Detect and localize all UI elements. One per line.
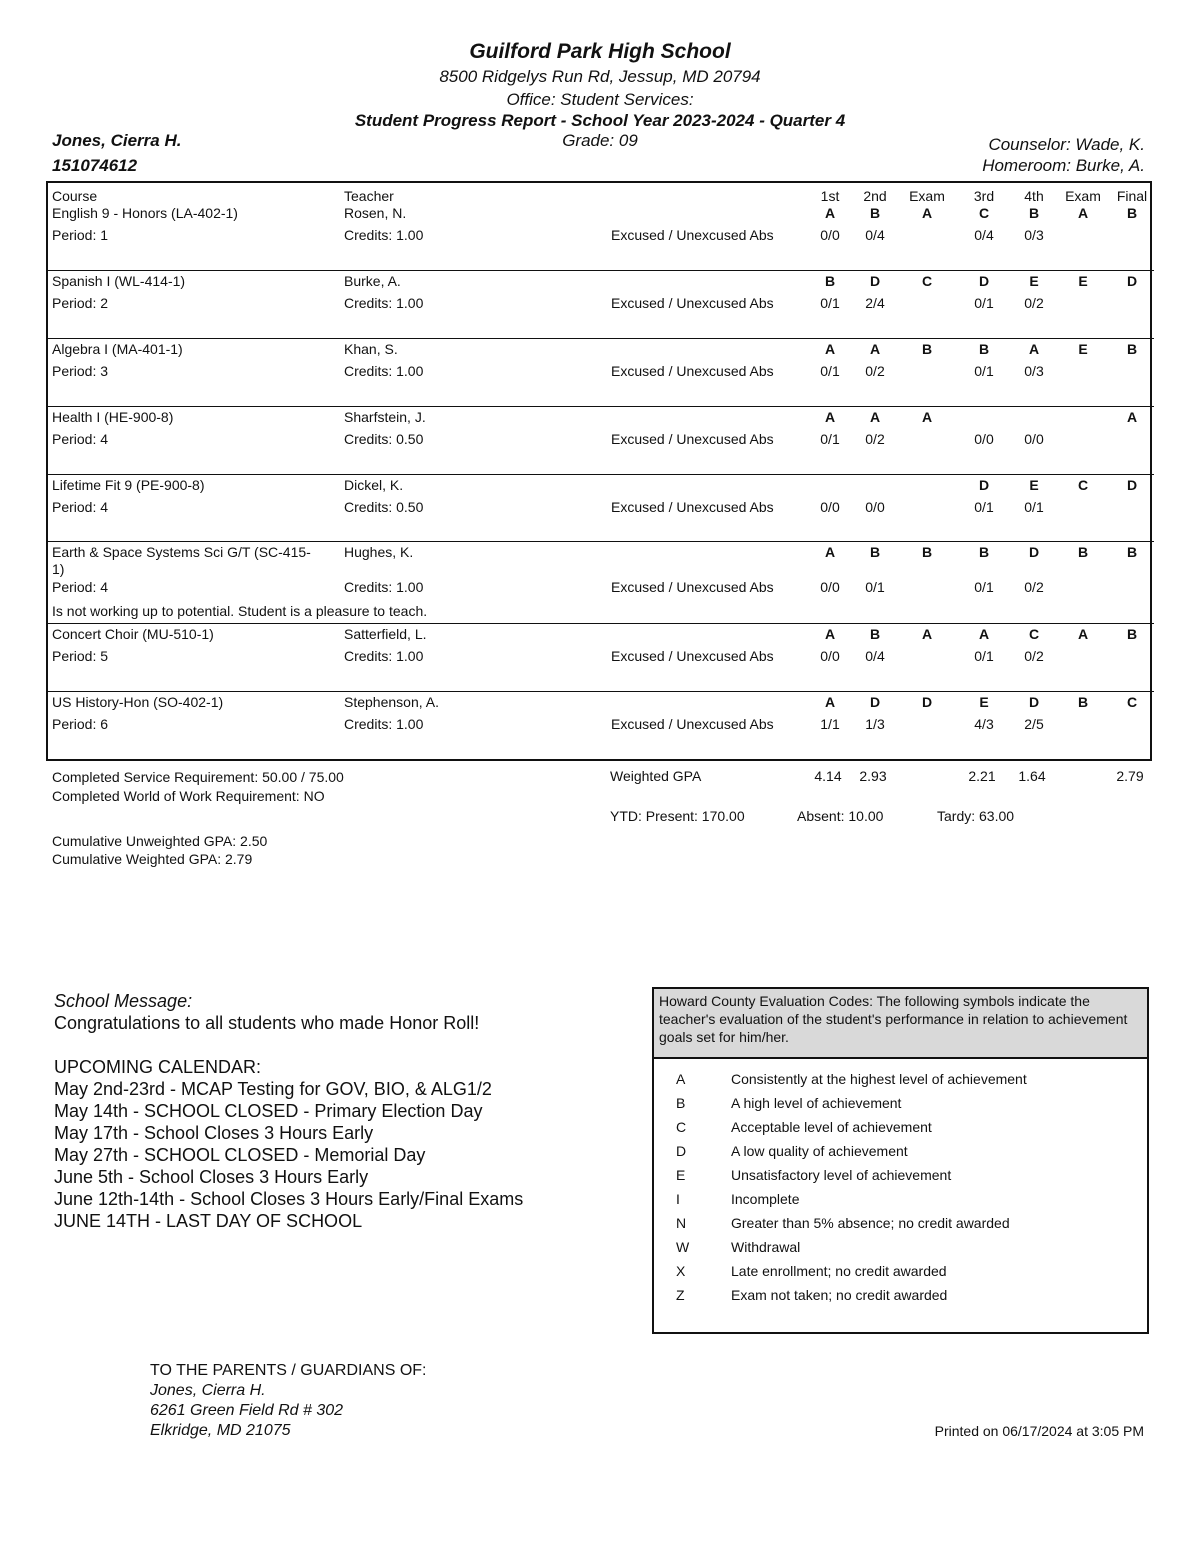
course-teacher: Stephenson, A. <box>344 694 439 710</box>
cumulative-unweighted-gpa: Cumulative Unweighted GPA: 2.50 <box>52 833 268 849</box>
absence-label: Excused / Unexcused Abs <box>611 716 774 732</box>
mailing-address <box>150 1361 426 1441</box>
grade-cell: B <box>1126 341 1138 357</box>
absence-cell: 0/1 <box>974 295 994 311</box>
header-q2: 2nd <box>863 188 887 204</box>
code-letter: N <box>676 1215 687 1231</box>
absence-cell: 0/0 <box>865 499 885 515</box>
mailing-name: Jones, Cierra H. <box>150 1382 266 1399</box>
weighted-gpa-q2: 2.93 <box>859 768 887 784</box>
row-divider <box>48 474 1154 475</box>
course-name: US History-Hon (SO-402-1) <box>52 694 224 710</box>
code-letter: I <box>676 1191 680 1207</box>
grade-cell: B <box>869 544 881 560</box>
code-description: Greater than 5% absence; no credit awarded <box>731 1215 1010 1231</box>
grade-cell: B <box>1028 205 1040 221</box>
absence-cell: 0/3 <box>1024 363 1044 379</box>
ytd-absent: Absent: 10.00 <box>797 808 884 824</box>
absence-label: Excused / Unexcused Abs <box>611 579 774 595</box>
grade-cell: A <box>1077 205 1089 221</box>
header-final: Final <box>1116 188 1148 204</box>
grade-cell: A <box>869 341 881 357</box>
header-q3: 3rd <box>973 188 995 204</box>
absence-cell: 1/1 <box>820 716 840 732</box>
absence-cell: 0/2 <box>1024 579 1044 595</box>
grade-cell: A <box>921 205 933 221</box>
absence-cell: 0/4 <box>865 648 885 664</box>
school-message-line: Congratulations to all students who made Honor Roll! <box>54 1013 480 1033</box>
grade-cell: D <box>869 694 881 710</box>
grade-cell: A <box>824 341 836 357</box>
ytd-present: YTD: Present: 170.00 <box>610 808 745 824</box>
absence-label: Excused / Unexcused Abs <box>611 363 774 379</box>
absence-cell: 0/0 <box>820 648 840 664</box>
course-credits: Credits: 0.50 <box>344 431 424 447</box>
absence-cell: 2/4 <box>865 295 885 311</box>
grade-cell: A <box>824 409 836 425</box>
mailing-to-line: TO THE PARENTS / GUARDIANS OF: <box>150 1362 427 1379</box>
course-credits: Credits: 1.00 <box>344 716 424 732</box>
ytd-tardy: Tardy: 63.00 <box>937 808 1015 824</box>
absence-cell: 0/0 <box>820 227 840 243</box>
course-teacher: Satterfield, L. <box>344 626 427 642</box>
course-teacher: Burke, A. <box>344 273 401 289</box>
grade-cell: E <box>1078 341 1088 357</box>
row-divider <box>48 270 1154 271</box>
school-message-label: School Message: <box>54 991 193 1011</box>
weighted-gpa-q4: 1.64 <box>1018 768 1046 784</box>
grade-cell: B <box>1077 544 1089 560</box>
grade-cell: C <box>1077 477 1089 493</box>
course-credits: Credits: 0.50 <box>344 499 424 515</box>
grade-cell: B <box>1126 626 1138 642</box>
student-name: Jones, Cierra H. <box>52 131 182 150</box>
grade-cell: A <box>921 409 933 425</box>
grade-cell: B <box>921 341 933 357</box>
code-description: Consistently at the highest level of achievement <box>731 1071 1027 1087</box>
absence-cell: 0/0 <box>820 499 840 515</box>
grade-cell: E <box>979 694 989 710</box>
absence-cell: 0/0 <box>820 579 840 595</box>
school-address: 8500 Ridgelys Run Rd, Jessup, MD 20794 <box>439 67 761 86</box>
absence-label: Excused / Unexcused Abs <box>611 227 774 243</box>
mailing-street: 6261 Green Field Rd # 302 <box>150 1402 344 1419</box>
absence-cell: 0/1 <box>865 579 885 595</box>
header-q4: 4th <box>1024 188 1044 204</box>
absence-cell: 0/1 <box>820 363 840 379</box>
absence-cell: 1/3 <box>865 716 885 732</box>
code-letter: B <box>676 1095 686 1111</box>
student-id: 151074612 <box>52 156 138 175</box>
school-message-line: June 12th-14th - School Closes 3 Hours Early/Final Exams <box>54 1189 524 1209</box>
absence-cell: 0/3 <box>1024 227 1044 243</box>
code-description: Exam not taken; no credit awarded <box>731 1287 948 1303</box>
grade-cell: B <box>869 205 881 221</box>
grade-cell: A <box>1126 409 1138 425</box>
course-period: Period: 4 <box>52 579 109 595</box>
mailing-city: Elkridge, MD 21075 <box>150 1422 291 1439</box>
grade-cell: B <box>1077 694 1089 710</box>
absence-cell: 0/0 <box>974 431 994 447</box>
course-period: Period: 6 <box>52 716 109 732</box>
grade-cell: E <box>1078 273 1088 289</box>
grade-cell: A <box>978 626 990 642</box>
course-teacher: Khan, S. <box>344 341 398 357</box>
course-credits: Credits: 1.00 <box>344 579 424 595</box>
grade-cell: B <box>824 273 836 289</box>
grade-cell: B <box>921 544 933 560</box>
course-teacher: Dickel, K. <box>344 477 404 493</box>
grade-cell: B <box>978 544 990 560</box>
absence-cell: 0/1 <box>1024 499 1044 515</box>
school-message-line: May 2nd-23rd - MCAP Testing for GOV, BIO, & ALG1/2 <box>54 1079 492 1099</box>
grade-cell: C <box>978 205 990 221</box>
absence-cell: 0/1 <box>974 363 994 379</box>
absence-label: Excused / Unexcused Abs <box>611 295 774 311</box>
evaluation-codes-heading: Howard County Evaluation Codes: The following symbols indicate the teacher's evaluation of the student's performance in relation to achievement goals set for him/her. <box>654 989 1147 1059</box>
course-credits: Credits: 1.00 <box>344 295 424 311</box>
absence-cell: 0/4 <box>865 227 885 243</box>
evaluation-codes-box <box>652 987 1149 1334</box>
course-name: Health I (HE-900-8) <box>52 409 174 425</box>
code-letter: W <box>676 1239 690 1255</box>
school-message-line: May 17th - School Closes 3 Hours Early <box>54 1123 374 1143</box>
course-credits: Credits: 1.00 <box>344 648 424 664</box>
grade-cell: A <box>1077 626 1089 642</box>
grade-cell: C <box>1028 626 1040 642</box>
weighted-gpa-final: 2.79 <box>1116 768 1144 784</box>
grade-cell: D <box>978 273 990 289</box>
code-letter: Z <box>676 1287 685 1303</box>
course-teacher: Sharfstein, J. <box>344 409 426 425</box>
absence-cell: 0/4 <box>974 227 994 243</box>
absence-cell: 0/2 <box>865 431 885 447</box>
teacher-comment: Is not working up to potential. Student is a pleasure to teach. <box>52 603 428 619</box>
grade-cell: A <box>921 626 933 642</box>
code-description: A high level of achievement <box>731 1095 902 1111</box>
course-period: Period: 1 <box>52 227 109 243</box>
grade-cell: A <box>824 205 836 221</box>
absence-label: Excused / Unexcused Abs <box>611 499 774 515</box>
absence-label: Excused / Unexcused Abs <box>611 648 774 664</box>
absence-cell: 0/1 <box>974 579 994 595</box>
course-name: Spanish I (WL-414-1) <box>52 273 186 289</box>
school-message-line: May 14th - SCHOOL CLOSED - Primary Election Day <box>54 1101 483 1121</box>
school-message-line: JUNE 14TH - LAST DAY OF SCHOOL <box>54 1211 363 1231</box>
course-name: English 9 - Honors (LA-402-1) <box>52 205 238 221</box>
course-period: Period: 4 <box>52 431 109 447</box>
grade-cell: D <box>1028 694 1040 710</box>
homeroom: Homeroom: Burke, A. <box>982 156 1145 175</box>
grade-cell: C <box>921 273 933 289</box>
grade-cell: B <box>1126 205 1138 221</box>
course-period: Period: 2 <box>52 295 109 311</box>
header-exam2: Exam <box>1065 188 1101 204</box>
row-divider <box>48 691 1154 692</box>
grade-cell: D <box>978 477 990 493</box>
header-teacher: Teacher <box>344 188 394 204</box>
school-message-line: May 27th - SCHOOL CLOSED - Memorial Day <box>54 1145 426 1165</box>
course-period: Period: 4 <box>52 499 109 515</box>
course-period: Period: 3 <box>52 363 109 379</box>
grade-cell: A <box>824 694 836 710</box>
row-divider <box>48 541 1154 542</box>
grade-cell: A <box>824 626 836 642</box>
course-credits: Credits: 1.00 <box>344 227 424 243</box>
course-name: Concert Choir (MU-510-1) <box>52 626 214 642</box>
grade-cell: E <box>1029 477 1039 493</box>
school-message-line <box>54 1034 523 1056</box>
course-table <box>46 181 1152 761</box>
grade-cell: A <box>1028 341 1040 357</box>
course-teacher: Rosen, N. <box>344 205 407 221</box>
school-message <box>54 990 523 1232</box>
row-divider <box>48 338 1154 339</box>
grade-cell: A <box>869 409 881 425</box>
world-of-work: Completed World of Work Requirement: NO <box>52 788 325 804</box>
service-requirement: Completed Service Requirement: 50.00 / 75.00 <box>52 769 344 785</box>
course-period: Period: 5 <box>52 648 109 664</box>
grade-cell: D <box>1028 544 1040 560</box>
row-divider <box>48 623 1154 624</box>
printed-timestamp: Printed on 06/17/2024 at 3:05 PM <box>934 1423 1144 1439</box>
grade-cell: E <box>1029 273 1039 289</box>
course-name: Lifetime Fit 9 (PE-900-8) <box>52 477 205 493</box>
code-letter: C <box>676 1119 687 1135</box>
code-letter: D <box>676 1143 687 1159</box>
student-grade: Grade: 09 <box>562 131 638 150</box>
school-message-line: UPCOMING CALENDAR: <box>54 1057 262 1077</box>
code-description: A low quality of achievement <box>731 1143 908 1159</box>
grade-cell: B <box>978 341 990 357</box>
code-letter: A <box>676 1071 686 1087</box>
code-letter: E <box>676 1167 686 1183</box>
weighted-gpa-label: Weighted GPA <box>610 768 702 784</box>
grade-cell: A <box>824 544 836 560</box>
counselor: Counselor: Wade, K. <box>988 135 1145 154</box>
grade-cell: D <box>1126 477 1138 493</box>
absence-cell: 4/3 <box>974 716 994 732</box>
code-description: Acceptable level of achievement <box>731 1119 932 1135</box>
code-description: Late enrollment; no credit awarded <box>731 1263 947 1279</box>
absence-cell: 0/0 <box>1024 431 1044 447</box>
grade-cell: B <box>869 626 881 642</box>
header-course: Course <box>52 188 98 204</box>
school-name: Guilford Park High School <box>469 40 731 63</box>
course-teacher: Hughes, K. <box>344 544 414 560</box>
absence-cell: 0/2 <box>1024 295 1044 311</box>
grade-cell: B <box>1126 544 1138 560</box>
course-name: Algebra I (MA-401-1) <box>52 341 183 357</box>
absence-cell: 0/1 <box>820 295 840 311</box>
code-description: Unsatisfactory level of achievement <box>731 1167 952 1183</box>
absence-cell: 0/2 <box>865 363 885 379</box>
grade-cell: C <box>1126 694 1138 710</box>
absence-cell: 0/1 <box>974 499 994 515</box>
grade-cell: D <box>869 273 881 289</box>
weighted-gpa-q3: 2.21 <box>968 768 996 784</box>
absence-label: Excused / Unexcused Abs <box>611 431 774 447</box>
absence-cell: 0/1 <box>820 431 840 447</box>
row-divider <box>48 406 1154 407</box>
code-description: Withdrawal <box>731 1239 801 1255</box>
grade-cell: D <box>1126 273 1138 289</box>
course-name: Earth & Space Systems Sci G/T (SC-415-1) <box>52 544 311 577</box>
header-q1: 1st <box>820 188 840 204</box>
header-exam1: Exam <box>909 188 945 204</box>
absence-cell: 2/5 <box>1024 716 1044 732</box>
report-title: Student Progress Report - School Year 2023-2024 - Quarter 4 <box>354 111 846 130</box>
weighted-gpa-q1: 4.14 <box>814 768 842 784</box>
school-message-line: June 5th - School Closes 3 Hours Early <box>54 1167 369 1187</box>
school-office: Office: Student Services: <box>506 90 694 109</box>
absence-cell: 0/1 <box>974 648 994 664</box>
code-letter: X <box>676 1263 686 1279</box>
grade-cell: D <box>921 694 933 710</box>
cumulative-weighted-gpa: Cumulative Weighted GPA: 2.79 <box>52 851 253 867</box>
absence-cell: 0/2 <box>1024 648 1044 664</box>
code-description: Incomplete <box>731 1191 800 1207</box>
course-credits: Credits: 1.00 <box>344 363 424 379</box>
